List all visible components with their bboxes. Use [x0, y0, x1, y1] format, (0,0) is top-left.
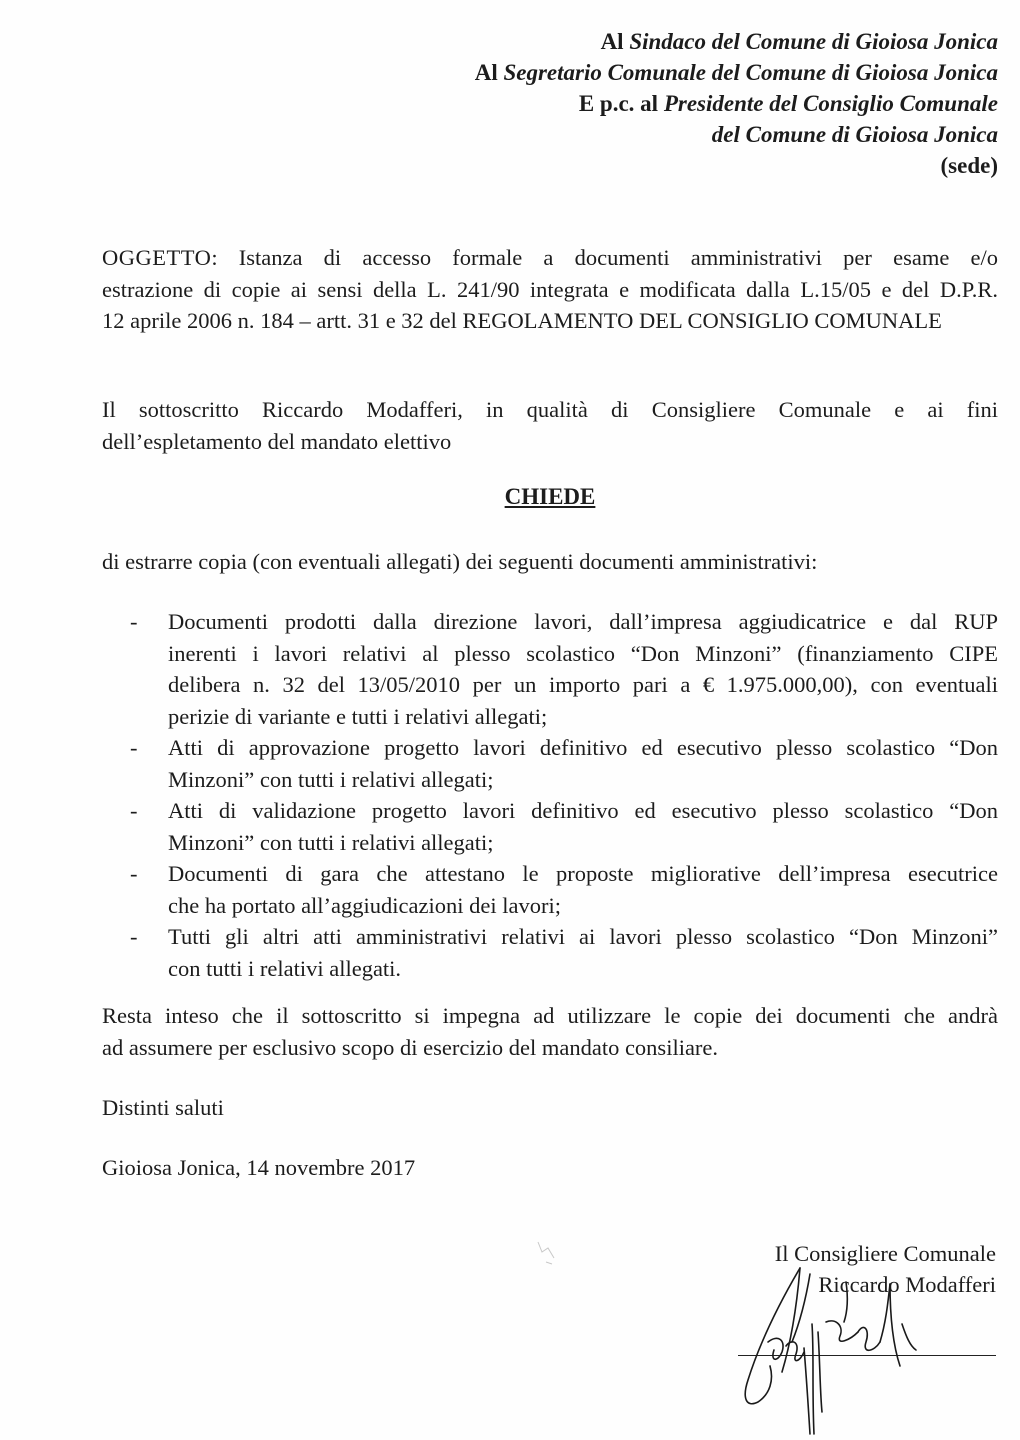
list-dash: -: [130, 924, 138, 949]
list-item: - Documenti prodotti dalla direzione lavori, dall’impresa aggiudicatrice e dal RUP inerenti i lavori relativi al plesso scolastico “Don Minzoni” (finanziamento CIPE delibera n. 32 del 13/05/2010 per un importo pari a € 1.975.000,00), con eventuali perizie di variante e tutti i relativi allegati;: [102, 606, 998, 732]
subject-line-3: 12 aprile 2006 n. 184 – artt. 31 e 32 del REGOLAMENTO DEL CONSIGLIO COMUNALE: [102, 308, 942, 333]
request-sentence: di estrarre copia (con eventuali allegati) dei seguenti documenti amministrativi:: [102, 549, 818, 574]
subject-line-1: Istanza di accesso formale a documenti amministrativi per esame e/o: [238, 245, 998, 270]
list-item: - Documenti di gara che attestano le proposte migliorative dell’impresa esecutrice che ha portato all’aggiudicazioni dei lavori;: [102, 858, 998, 921]
list-dash: -: [130, 861, 138, 886]
addressee-line-sede: (sede): [940, 153, 998, 178]
list-item: - Atti di approvazione progetto lavori definitivo ed esecutivo plesso scolastico “Don Minzoni” con tutti i relativi allegati;: [102, 732, 998, 795]
addressee-line-comune: del Comune di Gioiosa Jonica: [711, 122, 998, 147]
intro-line-1: Il sottoscritto Riccardo Modafferi, in qualità di Consigliere Comunale e ai fini: [102, 397, 998, 422]
intro-line-2: dell’espletamento del mandato elettivo: [102, 428, 452, 454]
greeting: Distinti saluti: [102, 1095, 224, 1120]
list-dash: -: [130, 735, 138, 760]
subject-label: OGGETTO: [102, 245, 212, 270]
intro-paragraph: [102, 394, 998, 457]
closing-line-1: Resta inteso che il sottoscritto si impegna ad utilizzare le copie dei documenti che andrà: [102, 1003, 998, 1028]
signature-role: Il Consigliere Comunale: [774, 1241, 996, 1266]
documents-list: [102, 606, 998, 984]
handwritten-signature: [740, 1262, 930, 1440]
scan-speck: [528, 1234, 568, 1274]
list-dash: -: [130, 609, 138, 634]
closing-line-2: ad assumere per esclusivo scopo di esercizio del mandato consiliare.: [102, 1034, 719, 1060]
signature-name: Riccardo Modafferi: [818, 1272, 996, 1297]
closing-paragraph: [102, 1000, 998, 1063]
subject-line-2: estrazione di copie ai sensi della L. 241/90 integrata e modificata dalla L.15/05 e del D.P.R.: [102, 276, 998, 302]
list-dash: -: [130, 798, 138, 823]
addressee-line-mayor: Al Sindaco del Comune di Gioiosa Jonica: [600, 29, 998, 54]
list-item: - Tutti gli altri atti amministrativi relativi ai lavori plesso scolastico “Don Minzoni” con tutti i relativi allegati.: [102, 921, 998, 984]
place-and-date: Gioiosa Jonica, 14 novembre 2017: [102, 1155, 416, 1180]
chiede-heading: CHIEDE: [504, 484, 596, 509]
addressee-line-president: E p.c. al Presidente del Consiglio Comunale: [578, 91, 998, 116]
addressee-block: [475, 26, 998, 181]
list-item: - Atti di validazione progetto lavori definitivo ed esecutivo plesso scolastico “Don Minzoni” con tutti i relativi allegati;: [102, 795, 998, 858]
addressee-line-secretary: Al Segretario Comunale del Comune di Gioiosa Jonica: [474, 60, 998, 85]
subject-paragraph: OGGETTO: Istanza di accesso formale a documenti amministrativi per esame e/o estrazione di copie ai sensi della L. 241/90 integrata e modificata dalla L.15/05 e del D.P.R. 12 aprile 2006 n. 184 – artt. 31 e 32 del REGOLAMENTO DEL CONSIGLIO COMUNALE: [102, 242, 998, 337]
